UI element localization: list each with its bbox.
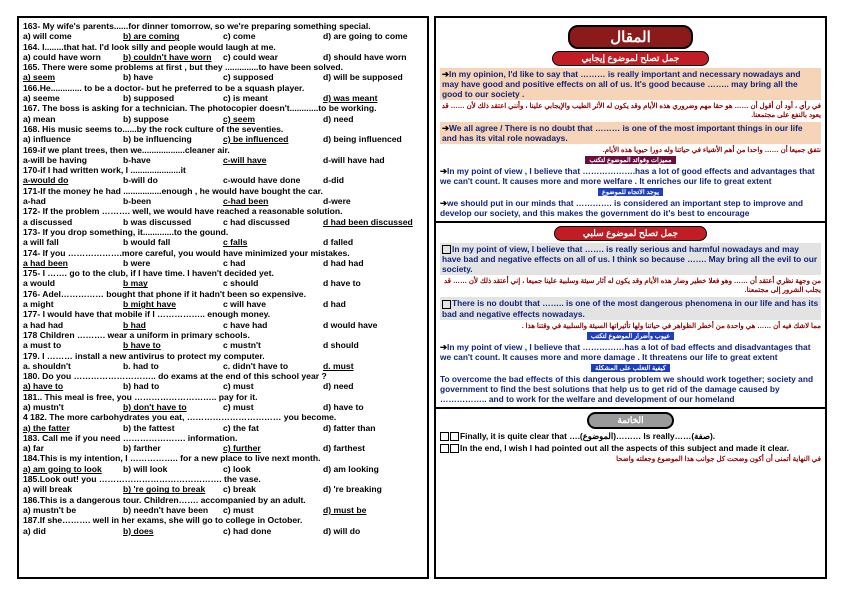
positive-agree-arabic: نتفق جميعا أن …… واحدا من أهم الأشياء في حياتنا وله دورا حيويا هذه الأيام.: [602, 147, 821, 154]
negative-opening-arabic: من وجهة نظري أعتقد أن …… وهو فعلا خطير وضار هذه الأيام وقد يكون له آثار سيئة وسلبية علينا جميعا ، إني أعتقد ذلك لأن …… قد يجلب الشرور إلى مجتمعنا.: [444, 278, 821, 295]
answer-option[interactable]: c will have: [223, 299, 266, 310]
answer-option[interactable]: d) being influenced: [323, 134, 402, 145]
answer-option[interactable]: d-will have had: [323, 154, 385, 165]
question-stem: 172- If the problem ………. well, we would have reached a reasonable solution.: [23, 206, 343, 217]
answer-option[interactable]: d have to: [323, 278, 361, 289]
question-stem: 186.This is a dangerous tour. Children……. accompanied by an adult.: [23, 494, 306, 505]
answer-option[interactable]: d should: [323, 340, 359, 351]
answer-option[interactable]: a-would do: [23, 175, 69, 186]
answer-option[interactable]: b have to: [123, 340, 161, 351]
answer-option[interactable]: a-had: [23, 196, 46, 207]
answer-option[interactable]: b) couldn't have worn: [123, 51, 212, 62]
question-stem: 183. Call me if you need …………………. information.: [23, 432, 238, 443]
answer-option[interactable]: c) supposed: [223, 72, 274, 83]
answer-option[interactable]: c had discussed: [223, 216, 290, 227]
question-stem: 163- My wife's parents......for dinner tomorrow, so we're preparing something special.: [23, 21, 371, 31]
answer-option[interactable]: a) will break: [23, 484, 73, 495]
question-stem: 164. I........that hat. I'd look silly and people would laugh at me.: [23, 41, 276, 52]
answer-option[interactable]: a must to: [23, 340, 62, 351]
question-stem: 170-if I had written work, I .....................it: [23, 165, 186, 176]
answer-option[interactable]: b-will do: [123, 175, 158, 186]
answer-option[interactable]: c-had been: [223, 196, 269, 207]
negative-opening: In my point of view, I believe that ……. is really serious and harmful nowadays and may have bad and negative effects on all of us. I think so because ……. May bring all the evil to our society.: [440, 243, 821, 275]
question-options: [23, 196, 423, 206]
question-options: [23, 52, 423, 62]
answer-option[interactable]: c) look: [223, 463, 251, 474]
answer-option[interactable]: c should: [223, 278, 259, 289]
question-stem: 187.If she………. well in her exams, she will go to college in October.: [23, 515, 303, 526]
question-stem: 166.He............. to be a doctor- but he preferred to be a squash player.: [23, 82, 305, 93]
answer-option[interactable]: d) 're breaking: [323, 484, 382, 495]
answer-option[interactable]: c) the fat: [223, 422, 259, 433]
negative-effects: ➔In my point of view , I believe that ……………has a lot of bad effects and disadvantages that we can't count. It causes more and more damage . It threatens our life to great extent: [440, 341, 811, 362]
answer-option[interactable]: b were: [123, 257, 151, 268]
answer-option[interactable]: d) should have worn: [323, 51, 407, 62]
question-options: [23, 381, 423, 391]
answer-option[interactable]: a) seem: [23, 72, 56, 83]
answer-option[interactable]: b would fall: [123, 237, 171, 248]
answer-option[interactable]: b might have: [123, 299, 177, 310]
question-stem: 180. Do you ……………………….. do exams at the end of this school year ?: [23, 371, 327, 382]
question-stem: 4 182. The more carbohydrates you eat, …………………………… you become.: [23, 412, 337, 423]
answer-option[interactable]: b) does: [123, 525, 154, 536]
question-stem: 185.Look out! you ……………………………………. the vase.: [23, 474, 261, 485]
answer-option[interactable]: a) mustn't be: [23, 504, 77, 515]
answer-option[interactable]: b) farther: [123, 443, 161, 454]
question-options: [23, 278, 423, 288]
answer-option[interactable]: d) farthest: [323, 443, 366, 454]
question-stem: 176- Adel…………… bought that phone if it hadn't been so expensive.: [23, 288, 306, 299]
answer-option[interactable]: d) fatter than: [323, 422, 376, 433]
answer-option[interactable]: b) supposed: [123, 93, 175, 104]
positive-steps: ➔we should put in our minds that …………. is considered an important step to improve and develop our society, and this makes the government do it's best to encourage: [440, 198, 803, 218]
left-column: [17, 16, 429, 579]
answer-option[interactable]: a) mean: [23, 113, 56, 124]
answer-option[interactable]: c) break: [223, 484, 256, 495]
positive-agree: ➔We all agree / There is no doubt that ……… is one of the most important things in our life and has its vital role nowadays.: [440, 122, 821, 144]
checkbox-icon: [442, 300, 451, 309]
answer-option[interactable]: d had been discussed: [323, 216, 413, 227]
answer-option[interactable]: c) must: [223, 381, 254, 392]
answer-option[interactable]: b had: [123, 319, 146, 330]
question-options: [23, 217, 423, 227]
answer-option[interactable]: c) is meant: [223, 93, 268, 104]
answer-option[interactable]: d) am looking: [323, 463, 379, 474]
answer-option[interactable]: a) will come: [23, 31, 72, 42]
answer-option[interactable]: a would: [23, 278, 55, 289]
answer-option[interactable]: b) have: [123, 72, 154, 83]
section-divider: [436, 407, 825, 409]
question-options: [23, 484, 423, 494]
essay-banner: [440, 25, 821, 49]
answer-option[interactable]: a might: [23, 299, 54, 310]
positive-opening: ➔In my opinion, I'd like to say that ……… is really important and necessary nowadays and may have good and positive effects on all of us. It's good because …….. may bring all the good to our society .: [440, 68, 821, 100]
answer-option[interactable]: d. must: [323, 360, 354, 371]
answer-option[interactable]: a. shouldn't: [23, 360, 71, 371]
answer-option[interactable]: c) come: [223, 31, 256, 42]
answer-option[interactable]: c. didn't have to: [223, 360, 289, 371]
answer-option[interactable]: d would have: [323, 319, 378, 330]
question-options: [23, 72, 423, 82]
negative-banner: [440, 226, 821, 241]
answer-option[interactable]: d) need: [323, 381, 354, 392]
answer-option[interactable]: d) have to: [323, 401, 364, 412]
question-options: [23, 258, 423, 268]
checkbox-icon: [450, 444, 459, 453]
positive-effects: ➔In my point of view , I believe that ……………….has a lot of good effects and advantages that we can't count. It causes more and more welfare . It enriches our life to great extent: [440, 166, 815, 186]
question-options: [23, 175, 423, 185]
question-options: [23, 402, 423, 412]
question-stem: 175- I ……. go to the club, if I have time. I haven't decided yet.: [23, 268, 274, 279]
positive-banner: [440, 51, 821, 66]
answer-option[interactable]: c) had done: [223, 525, 272, 536]
question-stem: 184.This is my intention, I …………….. for a new place to live next month.: [23, 453, 321, 464]
conclusion-arabic: في النهاية أتمنى أن أكون وضحت كل جوانب هذا الموضوع وجعلته واضحا: [616, 456, 821, 464]
question-stem: 169-if we plant trees, then we..................cleaner air.: [23, 144, 230, 155]
question-stem: 179. I ……… install a new antivirus to protect my computer.: [23, 350, 265, 361]
answer-option[interactable]: c) be influenced: [223, 134, 289, 145]
answer-option[interactable]: d) are going to come: [323, 31, 408, 42]
answer-option[interactable]: a) far: [23, 443, 45, 454]
conclusion-line-2: In the end, I wish I had pointed out all the aspects of this subject and made it clear.: [440, 443, 821, 453]
answer-option[interactable]: c-would have done: [223, 175, 301, 186]
answer-option[interactable]: b-have: [123, 154, 151, 165]
question-options: [23, 505, 423, 515]
answer-option[interactable]: a) did: [23, 525, 46, 536]
answer-option[interactable]: a) influence: [23, 134, 71, 145]
checkbox-icon: [442, 245, 451, 254]
question-options: [23, 31, 423, 41]
answer-option[interactable]: d-did: [323, 175, 344, 186]
negative-title: جمل تصلح لموضوع سلبي: [554, 226, 707, 241]
question-stem: 168. His music seems to......by the rock culture of the seventies.: [23, 123, 284, 134]
answer-option[interactable]: a) have to: [23, 381, 64, 392]
answer-option[interactable]: d falled: [323, 237, 354, 248]
direction-tag: يوجد الاتجاه للموضوع: [440, 188, 821, 196]
answer-option[interactable]: b was discussed: [123, 216, 192, 227]
section-divider: [436, 221, 825, 223]
answer-option[interactable]: a) the fatter: [23, 422, 70, 433]
negative-doubt-arabic: مما لاشك فيه أن …… هي واحدة من أخطر الظواهر في حياتنا ولها تأثيراتها السيئة والسلبية في وقتنا هذا .: [521, 322, 821, 330]
overcome-tag: كيفية التغلب على المشكلة: [440, 364, 821, 372]
answer-option[interactable]: d) was meant: [323, 93, 378, 104]
question-options: [23, 237, 423, 247]
answer-option[interactable]: a-will be having: [23, 154, 87, 165]
question-stem: 178 Children ………. wear a uniform in primary schools.: [23, 329, 250, 340]
answer-option[interactable]: d) will be supposed: [323, 72, 403, 83]
answer-option[interactable]: a) mustn't: [23, 401, 64, 412]
answer-option[interactable]: b) had to: [123, 381, 160, 392]
question-options: [23, 114, 423, 124]
answer-option[interactable]: d had: [323, 299, 346, 310]
answer-option[interactable]: b) be influencing: [123, 134, 192, 145]
question-options: [23, 464, 423, 474]
positive-opening-arabic: في رأي ، أود أن أقول أن …… هو حقا مهم وضروري هذه الأيام وقد يكون له الأثر الطيب والإيجابي علينا ، وأنني اعتقد ذلك لأن …… قد يعود بالنفع على مجتمعنا.: [441, 103, 821, 119]
answer-option[interactable]: c) could wear: [223, 51, 278, 62]
question-options: [23, 443, 423, 453]
answer-option[interactable]: b) are coming: [123, 31, 180, 42]
answer-option[interactable]: d-were: [323, 196, 351, 207]
answer-option[interactable]: c had: [223, 257, 246, 268]
question-stem: 173- If you drop something, it.............to the gound.: [23, 226, 229, 237]
question-options: [23, 526, 423, 536]
question-options: [23, 299, 423, 309]
essay-title: المقال: [568, 25, 692, 49]
answer-option[interactable]: c) must: [223, 401, 254, 412]
answer-option[interactable]: c-will have: [223, 154, 267, 165]
answer-option[interactable]: d) must be: [323, 504, 367, 515]
answer-option[interactable]: c) further: [223, 443, 261, 454]
answer-option[interactable]: a) could have worn: [23, 51, 101, 62]
answer-option[interactable]: d had had: [323, 257, 364, 268]
answer-option[interactable]: b may: [123, 278, 148, 289]
answer-option[interactable]: b. had to: [123, 360, 159, 371]
question-stem: 165. There were some problems at first , but they ..............to have been solved.: [23, 62, 343, 73]
question-options: [23, 361, 423, 371]
question-options: [23, 93, 423, 103]
checkbox-icon: [440, 432, 449, 441]
answer-option[interactable]: b) will look: [123, 463, 168, 474]
answer-option[interactable]: b-been: [123, 196, 152, 207]
checkbox-icon: [450, 432, 459, 441]
answer-option[interactable]: c have had: [223, 319, 268, 330]
answer-option[interactable]: a) seeme: [23, 93, 60, 104]
answer-option[interactable]: b) the fattest: [123, 422, 175, 433]
answer-option[interactable]: c) must: [223, 504, 254, 515]
question-options: [23, 155, 423, 165]
answer-option[interactable]: a) am going to look: [23, 463, 102, 474]
answer-option[interactable]: b) 're going to break: [123, 484, 206, 495]
answer-option[interactable]: a had been: [23, 257, 68, 268]
question-stem: 167. The boss is asking for a technician. The photocopier doesn't............to be working.: [23, 103, 377, 114]
negative-doubt: There is no doubt that …….. is one of the most dangerous phenomena in our life and has its bad and negative effects nowadays.: [440, 297, 821, 319]
answer-option[interactable]: a discussed: [23, 216, 73, 227]
answer-option[interactable]: c) seem: [223, 113, 256, 124]
answer-option[interactable]: a will fall: [23, 237, 59, 248]
conclusion-line-1: Finally, it is quite clear that ….(الموضوع)……… Is really……(صفة).: [440, 431, 821, 441]
question-stem: 181.. This meal is free, you ……………………….. pay for it.: [23, 391, 258, 402]
positive-title: جمل تصلح لموضوع إيجابي: [552, 51, 708, 66]
question-options: [23, 134, 423, 144]
answer-option[interactable]: c mustn't: [223, 340, 261, 351]
answer-option[interactable]: a had had: [23, 319, 64, 330]
disadvantages-tag: عيوب وأضرار الموضوع لتكتب: [440, 332, 821, 340]
answer-option[interactable]: d) need: [323, 113, 354, 124]
question-stem: 171-If the money he had ................enough , he would have bought the car.: [23, 185, 323, 196]
answer-option[interactable]: d) will do: [323, 525, 361, 536]
answer-option[interactable]: c falls: [223, 237, 248, 248]
checkbox-icon: [440, 444, 449, 453]
answer-option[interactable]: b) needn't have been: [123, 504, 209, 515]
negative-solution: To overcome the bad effects of this dangerous problem we should work together; society and government to find the best solutions that help us to get rid of the damage caused by …………….. and to work for the welfare and development of our homeland: [440, 373, 814, 404]
conclusion-title: الخاتمة: [587, 412, 673, 429]
answer-option[interactable]: b) don't have to: [123, 401, 187, 412]
question-stem: 177- I would have that mobile if I …………….. enough money.: [23, 309, 271, 320]
question-stem: 174- If you ……………….more careful, you would have minimized your mistakes.: [23, 247, 350, 258]
question-options: [23, 423, 423, 433]
conclusion-banner: [440, 412, 821, 429]
right-column: [434, 16, 827, 579]
advantages-tag: مميزات وفوائد الموضوع لتكتب: [440, 156, 821, 164]
answer-option[interactable]: b) suppose: [123, 113, 169, 124]
question-options: [23, 340, 423, 350]
question-options: [23, 320, 423, 330]
